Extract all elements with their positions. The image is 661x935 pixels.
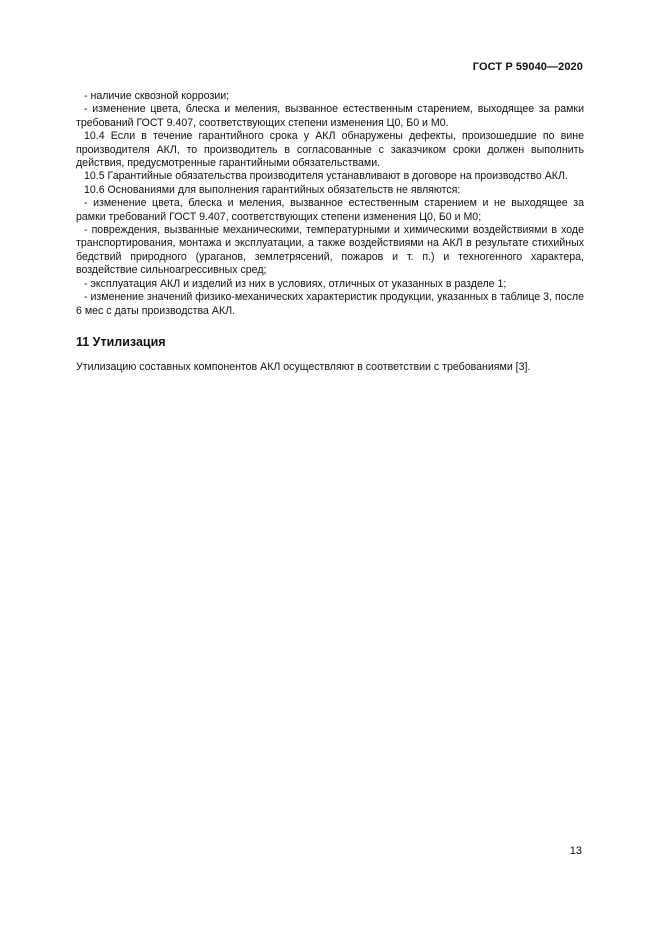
paragraph-list-item-operation: - эксплуатация АКЛ и изделий из них в условиях, отличных от указанных в разделе 1; xyxy=(84,277,507,290)
paragraph-list-item-color-change: - изменение цвета, блеска и меления, вызванное естественным старением, выходящее за рамки требований ГОСТ 9.407, соответствующих степени изменения Ц0, Б0 и М0. xyxy=(76,103,584,129)
section-10-content xyxy=(76,90,584,318)
paragraph-list-item-corrosion: - наличие сквозной коррозии; xyxy=(84,90,230,102)
paragraph-list-item-properties-change: - изменение значений физико-механических характеристик продукции, указанных в таблице 3, после 6 мес с даты производства АКЛ. xyxy=(76,291,584,317)
paragraph-10-4: 10.4 Если в течение гарантийного срока у АКЛ обнаружены дефекты, произошедшие по вине производителя АКЛ, то производитель в согласованные с заказчиком сроки должен выполнить действия, предусмотренные гарантийными обязательствами. xyxy=(76,130,584,170)
section-11-heading: 11 Утилизация xyxy=(76,335,166,349)
paragraph-10-5: 10.5 Гарантийные обязательства производителя устанавливают в договоре на производство АКЛ. xyxy=(84,170,568,183)
document-header-id: ГОСТ Р 59040—2020 xyxy=(472,61,583,73)
section-11-body: Утилизацию составных компонентов АКЛ осуществляют в соответствии с требованиями [3]. xyxy=(76,361,531,373)
paragraph-10-6: 10.6 Основаниями для выполнения гарантийных обязательств не являются: xyxy=(84,183,461,196)
paragraph-list-item-natural-aging: - изменение цвета, блеска и меления, вызванное естественным старением и не выходящее за рамки требований ГОСТ 9.407, соответствующих степени изменения Ц0, Б0 и М0; xyxy=(76,197,584,223)
page-number: 13 xyxy=(569,845,582,857)
paragraph-list-item-damage: - повреждения, вызванные механическими, температурными и химическими воздействиями в ходе транспортирования, монтажа и эксплуатации, а также воздействиями на АКЛ в результате стихийных бедствий природного (ураганов, землетрясений, пожаров и т. п.) и техногенного характера, воздействие сильноагрессивных сред; xyxy=(76,224,584,277)
